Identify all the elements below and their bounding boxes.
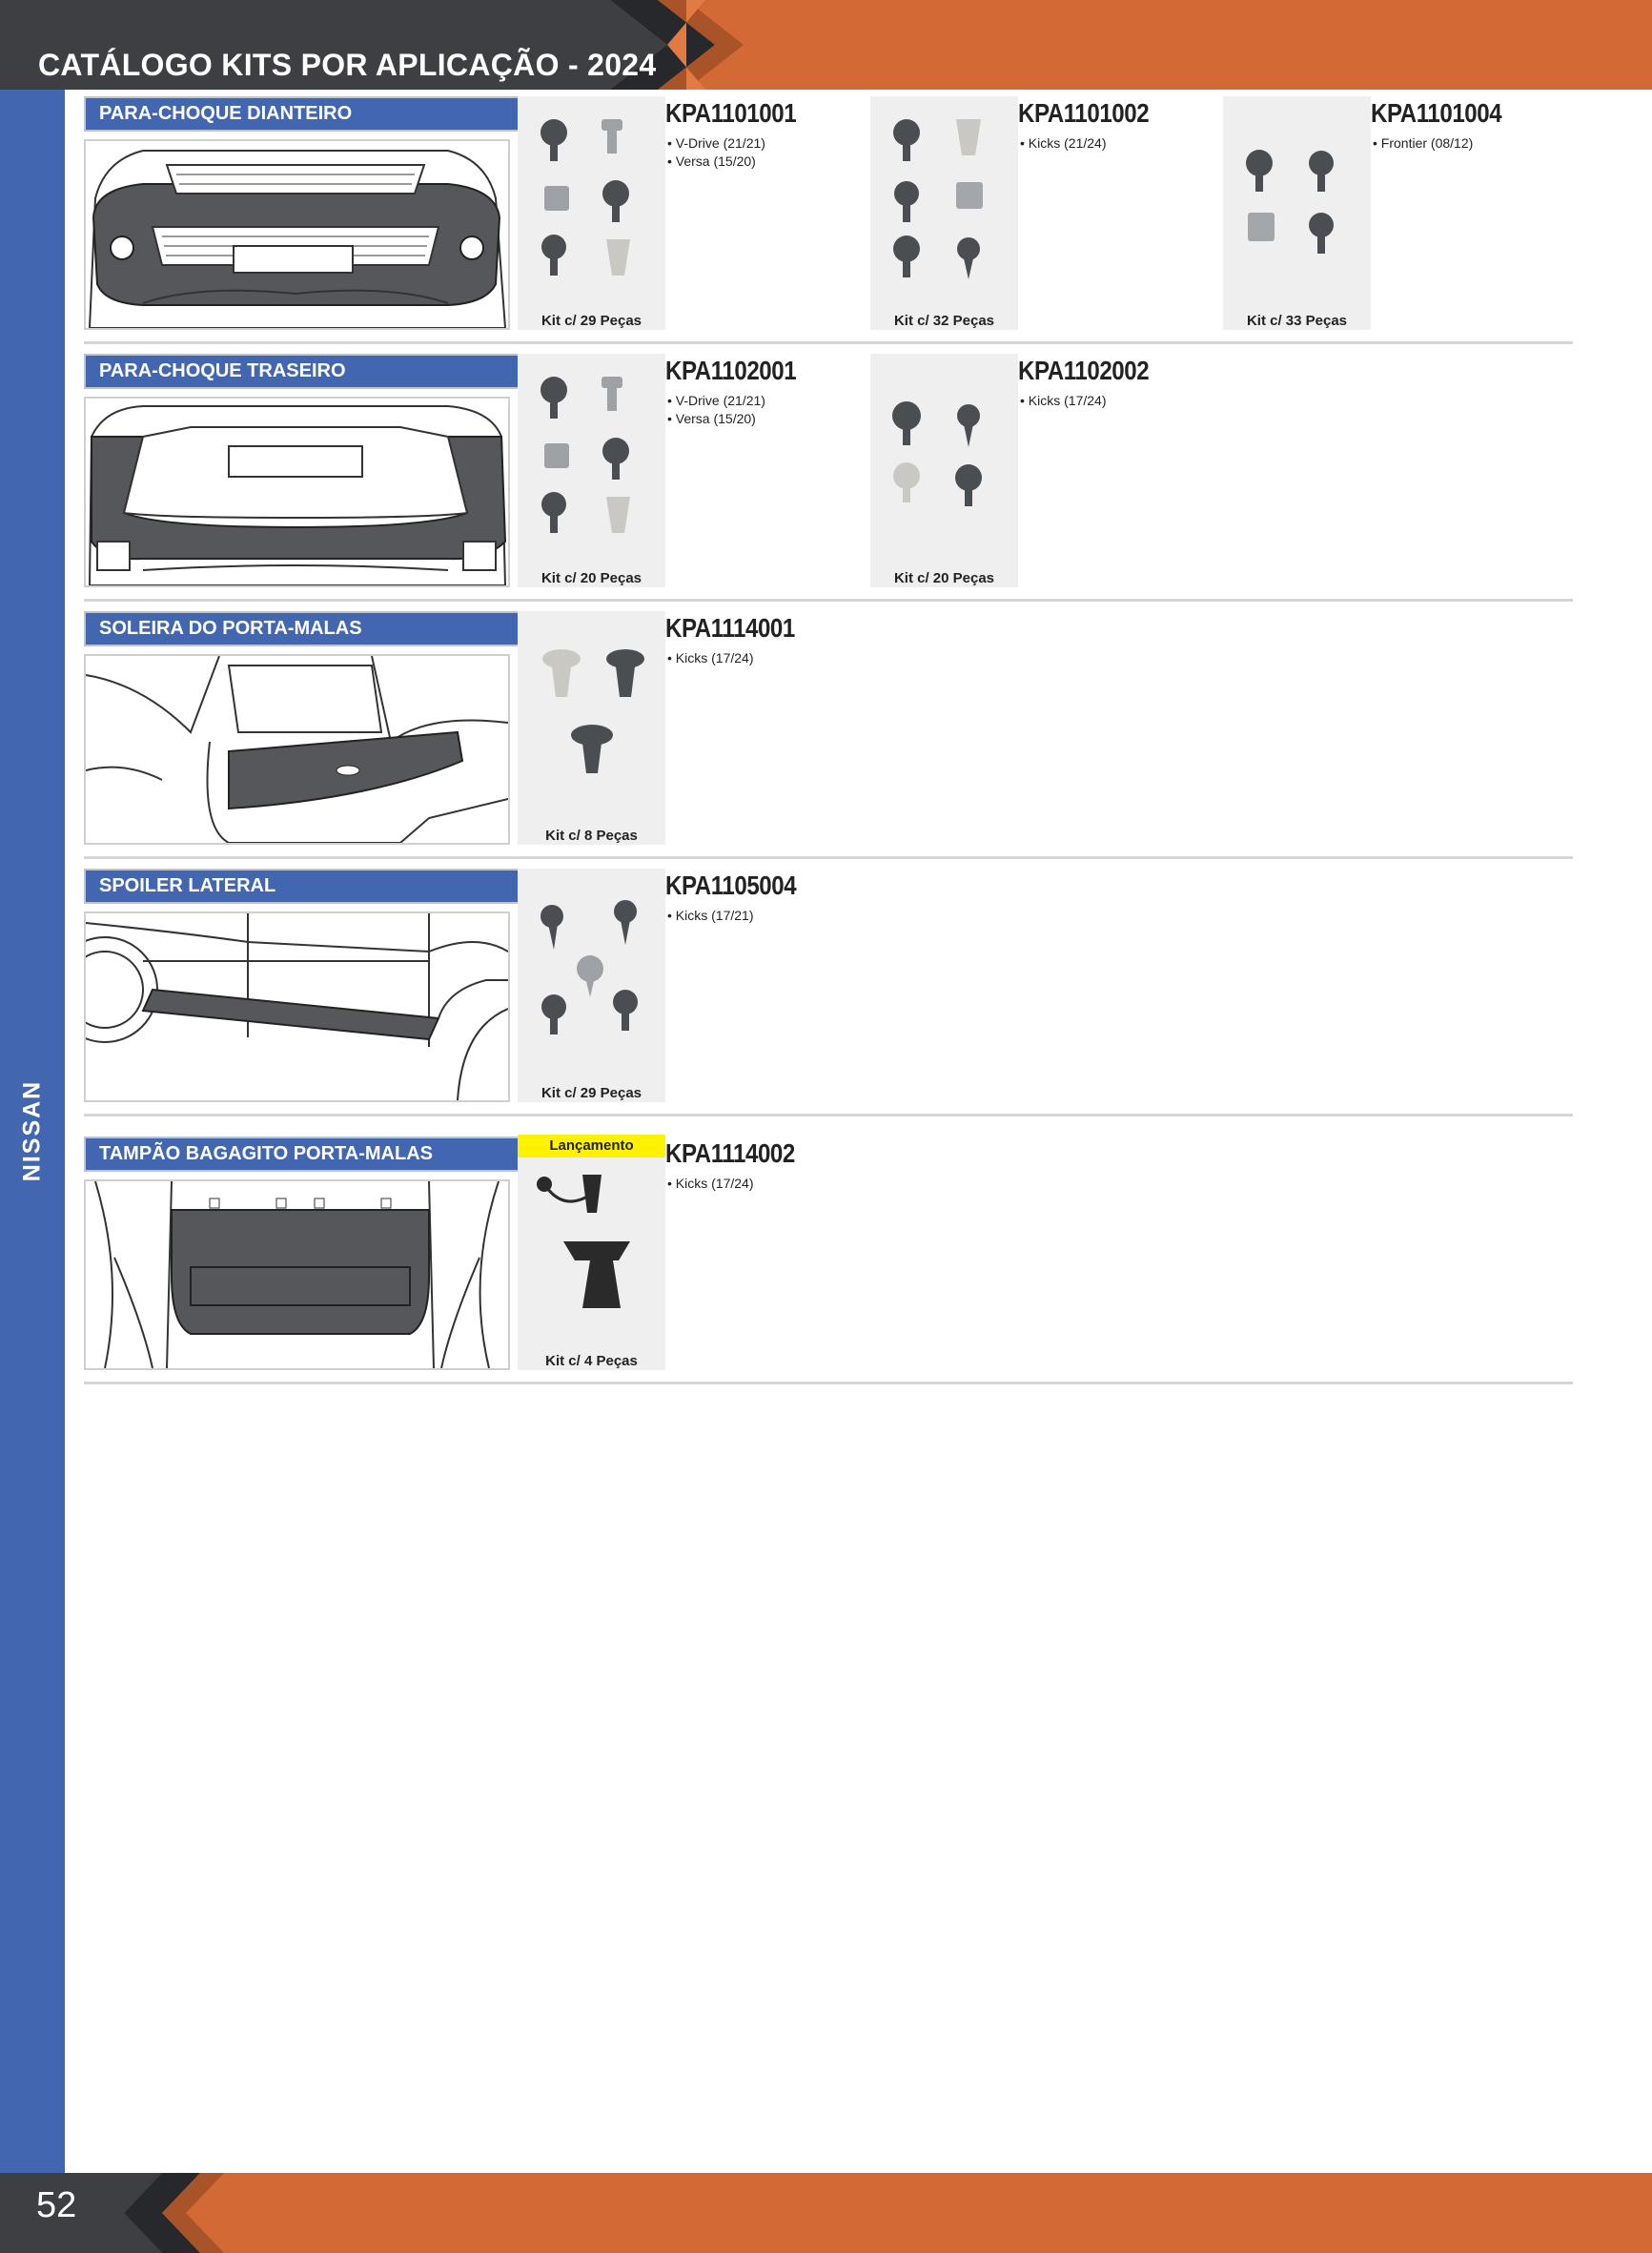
- kit-parts-photo: [518, 354, 665, 587]
- kit-parts-photo: [1223, 96, 1371, 330]
- kit-code[interactable]: KPA1102001: [665, 356, 797, 385]
- kit-code[interactable]: KPA1101002: [1018, 98, 1150, 128]
- kit-code[interactable]: KPA1114002: [665, 1138, 795, 1168]
- page-header: [0, 0, 1652, 90]
- kit-card[interactable]: [518, 611, 870, 850]
- kit-piece-count: Kit c/ 20 Peças: [540, 570, 642, 586]
- kit-applications: [667, 134, 765, 171]
- section-divider: [84, 599, 1573, 602]
- kit-piece-count: Kit c/ 29 Peças: [540, 313, 642, 329]
- kit-card[interactable]: [518, 1137, 870, 1375]
- kit-card[interactable]: [518, 354, 870, 592]
- kit-piece-count: Kit c/ 20 Peças: [893, 570, 995, 586]
- kit-application: • V-Drive (21/21): [667, 135, 765, 151]
- kit-applications: [667, 649, 754, 667]
- kit-parts-photo: [518, 1137, 665, 1370]
- catalog-title: CATÁLOGO KITS POR APLICAÇÃO - 2024: [38, 48, 657, 82]
- kit-parts-photo: [518, 869, 665, 1102]
- section-front-bumper: [84, 96, 1573, 346]
- kit-applications: [1020, 134, 1107, 153]
- category-label: TAMPÃO BAGAGITO PORTA-MALAS: [84, 1137, 523, 1172]
- kit-piece-count: Kit c/ 33 Peças: [1246, 313, 1348, 329]
- category-label: SPOILER LATERAL: [84, 869, 523, 904]
- section-trunk-sill: [84, 611, 1573, 861]
- kit-applications: [1373, 134, 1473, 153]
- kit-application: • Frontier (08/12): [1373, 135, 1474, 151]
- kit-piece-count: Kit c/ 32 Peças: [893, 313, 995, 329]
- kit-parts-photo: [870, 96, 1018, 330]
- category-label: PARA-CHOQUE DIANTEIRO: [84, 96, 523, 132]
- kit-application: • Kicks (17/24): [667, 650, 754, 666]
- page-number: 52: [36, 2185, 77, 2225]
- kit-applications: [667, 907, 754, 925]
- kit-application: • V-Drive (21/21): [667, 393, 765, 408]
- kit-parts-photo: [518, 611, 665, 845]
- kit-code[interactable]: KPA1101001: [665, 98, 797, 128]
- kit-application: • Kicks (17/24): [1020, 393, 1107, 408]
- kit-applications: [1020, 392, 1107, 410]
- category-label: PARA-CHOQUE TRASEIRO: [84, 354, 523, 389]
- rear-bumper-drawing: [84, 397, 510, 587]
- kit-application: • Versa (15/20): [667, 154, 756, 169]
- section-rear-bumper: [84, 354, 1573, 604]
- section-trunk-cover: [84, 1137, 1573, 1386]
- front-bumper-drawing: [84, 139, 510, 330]
- kit-card[interactable]: [1223, 96, 1576, 335]
- side-skirt-drawing: [84, 911, 510, 1102]
- kit-card[interactable]: [518, 869, 870, 1107]
- section-divider: [84, 1382, 1573, 1384]
- footer-banner-graphic: [0, 2173, 1652, 2253]
- kit-piece-count: Kit c/ 4 Peças: [545, 1353, 638, 1369]
- kit-code[interactable]: KPA1105004: [665, 870, 797, 900]
- kit-applications: [667, 392, 765, 428]
- kit-parts-photo: [518, 96, 665, 330]
- section-divider: [84, 856, 1573, 859]
- kit-applications: [667, 1175, 754, 1193]
- brand-label: NISSAN: [18, 1079, 46, 1182]
- kit-card[interactable]: [870, 96, 1223, 335]
- page-footer: [0, 2173, 1652, 2253]
- kit-card[interactable]: [870, 354, 1223, 592]
- kit-piece-count: Kit c/ 8 Peças: [545, 828, 638, 844]
- kit-application: • Kicks (17/24): [667, 1176, 754, 1191]
- kit-piece-count: Kit c/ 29 Peças: [540, 1085, 642, 1101]
- kit-application: • Versa (15/20): [667, 411, 756, 426]
- kit-parts-photo: [870, 354, 1018, 587]
- kit-code[interactable]: KPA1101004: [1371, 98, 1502, 128]
- new-release-badge: Lançamento: [518, 1135, 665, 1157]
- section-divider: [84, 341, 1573, 344]
- kit-code[interactable]: KPA1102002: [1018, 356, 1150, 385]
- section-side-skirt: [84, 869, 1573, 1118]
- section-divider: [84, 1114, 1573, 1116]
- trunk-sill-drawing: [84, 654, 510, 845]
- kit-application: • Kicks (21/24): [1020, 135, 1107, 151]
- trunk-cover-drawing: [84, 1179, 510, 1370]
- category-label: SOLEIRA DO PORTA-MALAS: [84, 611, 523, 646]
- kit-card[interactable]: [518, 96, 870, 335]
- kit-application: • Kicks (17/21): [667, 908, 754, 923]
- kit-code[interactable]: KPA1114001: [665, 613, 795, 643]
